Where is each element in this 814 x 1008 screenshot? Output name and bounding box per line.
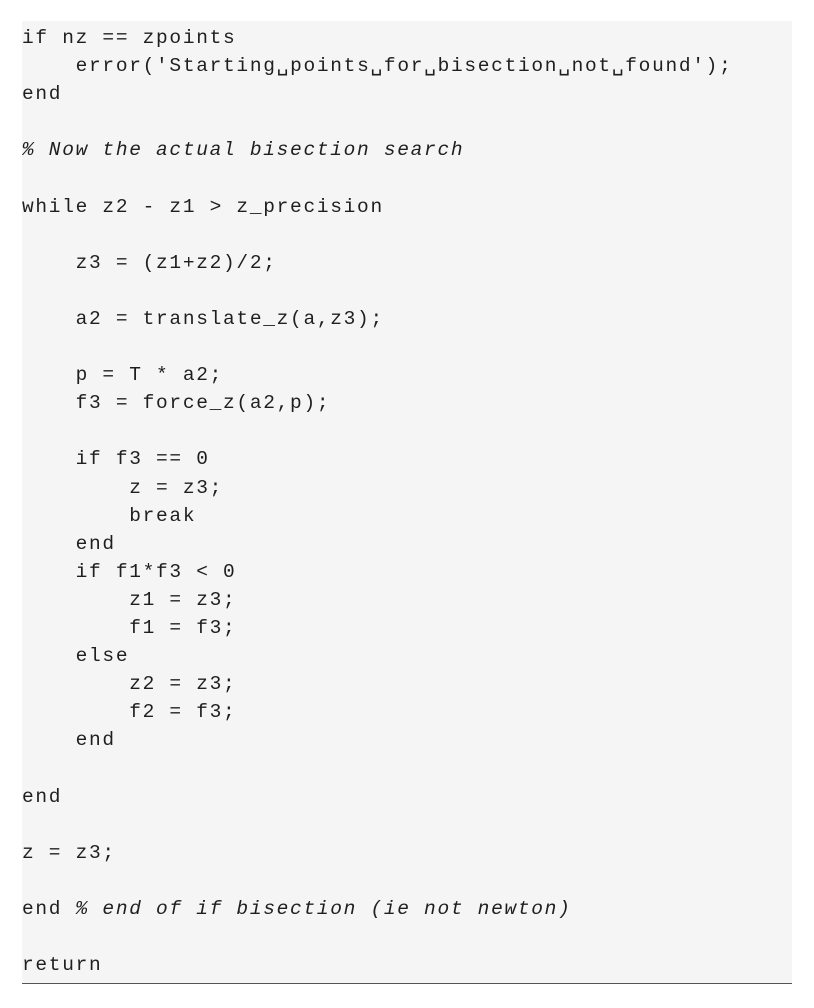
code-line: [22, 474, 792, 502]
code-text: return: [22, 954, 103, 977]
code-text: f2 = f3;: [22, 701, 237, 724]
code-listing: [22, 21, 792, 984]
code-text: end: [22, 83, 63, 106]
code-text: while z2 - z1 > z_precision: [22, 195, 384, 218]
code-line: [22, 136, 792, 164]
code-lines: [22, 24, 792, 979]
code-line: [22, 923, 792, 951]
code-line: [22, 333, 792, 361]
code-line: [22, 389, 792, 417]
code-text: z3 = (z1+z2)/2;: [22, 251, 277, 274]
code-line: [22, 951, 792, 979]
code-line: [22, 558, 792, 586]
code-line: [22, 614, 792, 642]
code-text: z = z3;: [22, 841, 116, 864]
code-line: [22, 24, 792, 52]
code-line: [22, 80, 792, 108]
code-line: [22, 642, 792, 670]
code-line: [22, 726, 792, 754]
code-comment: % Now the actual bisection search: [22, 139, 465, 162]
code-line: [22, 895, 792, 923]
code-text: end: [22, 897, 76, 920]
code-text: p = T * a2;: [22, 364, 224, 387]
code-line: [22, 249, 792, 277]
code-text: end: [22, 532, 116, 555]
code-text: f1 = f3;: [22, 616, 237, 639]
code-line: [22, 839, 792, 867]
code-line: [22, 108, 792, 136]
code-text: z2 = z3;: [22, 673, 237, 696]
code-line: [22, 698, 792, 726]
code-text: if nz == zpoints: [22, 27, 237, 49]
code-text: break: [22, 504, 197, 527]
code-line: [22, 221, 792, 249]
code-line: [22, 811, 792, 839]
code-comment: % end of if bisection (ie not newton): [75, 897, 572, 920]
code-line: [22, 502, 792, 530]
code-text: f3 = force_z(a2,p);: [22, 392, 331, 415]
code-text: z1 = z3;: [22, 588, 237, 611]
code-line: [22, 361, 792, 389]
code-text: a2 = translate_z(a,z3);: [22, 307, 384, 330]
code-line: [22, 586, 792, 614]
code-text: if f1*f3 < 0: [22, 560, 237, 583]
code-text: error('Starting␣points␣for␣bisection␣not␣found');: [22, 55, 733, 78]
code-line: [22, 193, 792, 221]
code-line: [22, 305, 792, 333]
code-text: end: [22, 729, 116, 752]
code-line: [22, 670, 792, 698]
code-line: [22, 445, 792, 473]
code-line: [22, 754, 792, 782]
code-line: [22, 783, 792, 811]
code-line: [22, 867, 792, 895]
code-line: [22, 164, 792, 192]
code-line: [22, 530, 792, 558]
code-text: if f3 == 0: [22, 448, 210, 471]
code-text: else: [22, 645, 130, 668]
code-line: [22, 417, 792, 445]
code-line: [22, 277, 792, 305]
code-line: [22, 52, 792, 80]
code-text: z = z3;: [22, 476, 224, 499]
code-text: end: [22, 785, 63, 808]
